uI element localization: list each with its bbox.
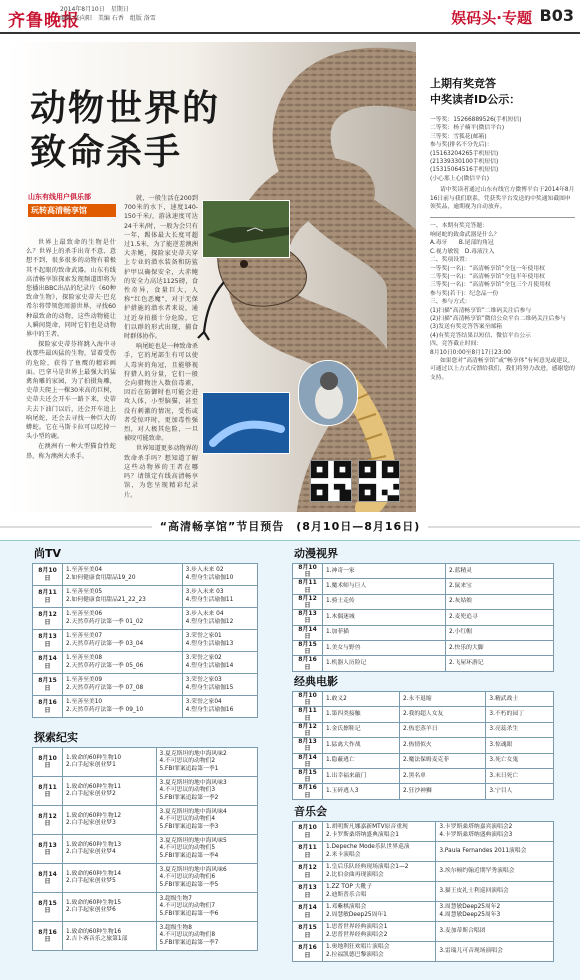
schedule-row <box>33 864 258 893</box>
winner-line: 二等奖：杨子楠平(微信平台) <box>430 125 505 132</box>
schedule-row <box>33 696 258 718</box>
schedule-program: 1.思普世界经典演唱会1 2.思普世界经典演唱会2 <box>323 922 436 942</box>
schedule-program: 1.致命的60种生物14 2.白手起家创业梦5 <box>63 864 157 893</box>
schedule-date: 8月13日 <box>293 610 323 625</box>
schedule-program: 2.飞屋环游记 <box>446 656 554 671</box>
schedule-row <box>293 753 554 768</box>
schedule-date: 8月11日 <box>33 777 63 806</box>
brand-tag <box>28 192 116 217</box>
schedule-date: 8月15日 <box>33 893 63 922</box>
quiz-line: (2)扫描“高清畅享馆”微信公众平台二维码关注后参与 <box>430 315 566 322</box>
schedule-date: 8月12日 <box>293 862 323 882</box>
category-tansuo: 探索纪实 <box>34 731 78 744</box>
quiz-line: A.毒牙 B.尾部的角冠 <box>430 240 494 247</box>
schedule-program: 2.狂沙神狮 <box>400 784 486 799</box>
schedule-row <box>293 610 554 625</box>
quiz-line: (1)扫描“高清畅享馆”二维码关注后参与 <box>430 307 532 314</box>
schedule-date: 8月12日 <box>293 594 323 609</box>
quiz-line: 三等奖(一名)：“高清畅享馆”全包三个月使用权 <box>430 282 551 289</box>
schedule-program: 3.夏克斯坦的地中海风味6 4.不可思议的动物们6 5.FBI罪案追踪第一季5 <box>156 864 257 893</box>
category-dongman: 动漫视界 <box>294 547 338 560</box>
schedule-row <box>293 922 554 942</box>
schedule-program: 2.蓝精灵 <box>446 564 554 579</box>
schedule-program: 3.麦加蒂斯合唱团 <box>436 922 554 942</box>
quiz-line: 响尾蛇的致命武器是什么？ <box>430 231 500 238</box>
schedule-date: 8月15日 <box>293 922 323 942</box>
table-yinyue <box>292 821 554 962</box>
schedule-program: 2.小红帽 <box>446 625 554 640</box>
schedule-program: 1.魔术师与巨人 <box>323 579 446 594</box>
schedule-program: 3.荣誉之家03 4.塑身生活瑜伽15 <box>182 674 257 696</box>
schedule-program: 1.ZZ TOP 大靴子 2.迪斯普乐合唱 <box>323 882 436 902</box>
schedule-program: 1.致命的60种生物12 2.白手起家创业梦3 <box>63 806 157 835</box>
date-line: 2014年8月10日 星期日 <box>60 6 129 13</box>
quiz-line: 三、参与方式： <box>430 299 471 306</box>
schedule-program: 1.至善至美09 2.天然草药疗法第一季 07_08 <box>63 674 183 696</box>
quiz-line: 如果您对“高清畅享馆”或“畅享体”有何意见或建议，可通过以上方式反馈给我们，我们将努力改进，感谢您的支持。 <box>430 357 575 381</box>
schedule-program: 1.金氏擦鞋记 <box>323 722 400 737</box>
schedule-program: 1.胡明斯凡娜嘉新MTV原音重现 2.卡罗斯桑塔纳盛典演唱会1 <box>323 822 436 842</box>
schedule-program: 2.永不退缩 <box>400 692 486 707</box>
schedule-date: 8月10日 <box>293 564 323 579</box>
schedule-program: 2.黑名单 <box>400 769 486 784</box>
schedule-program: 1.至善至美08 2.天然草药疗法第一季 05_06 <box>63 652 183 674</box>
schedule-date: 8月14日 <box>293 625 323 640</box>
schedule-date: 8月11日 <box>293 842 323 862</box>
schedule-program: 2.热情似火 <box>400 738 486 753</box>
winner-line: 参与奖(排名不分先后)： <box>430 142 493 149</box>
schedule-date: 8月10日 <box>293 822 323 842</box>
schedule-program: 3.周慧敏Deep25周年2 4.周慧敏Deep25周年3 <box>436 902 554 922</box>
schedule-program: 3.步入未来 04 4.塑身生活瑜伽12 <box>182 608 257 630</box>
schedule-date: 8月14日 <box>33 652 63 674</box>
schedule-row <box>293 564 554 579</box>
divider <box>430 217 575 218</box>
schedule-row <box>33 835 258 864</box>
title-line-1: 动物世界的 <box>30 88 221 129</box>
winner-note: 请中奖读者通过山东有线官方微博平台于2014年8月16日前与我们联系，凭获奖平台发送的中奖通知截图申领奖品，逾期视为自动放弃。 <box>430 187 575 211</box>
quiz-line: 二、奖项设置： <box>430 257 471 264</box>
schedule-program: 2.快乐的大脚 <box>446 641 554 656</box>
editors-line: 编辑 张向阳 美编 石香 组版 洛雪 <box>60 15 156 22</box>
schedule-date: 8月13日 <box>33 630 63 652</box>
schedule-program: 1.木偶迷城 <box>323 610 446 625</box>
schedule-row <box>33 608 258 630</box>
schedule-date: 8月12日 <box>293 722 323 737</box>
schedule-program: 1.第四类接触 <box>323 707 400 722</box>
schedule-program: 3.夏克斯坦的地中海风味2 4.不可思议的动物们2 5.FBI罪案追踪第一季1 <box>156 748 257 777</box>
schedule-date: 8月16日 <box>293 784 323 799</box>
schedule-program: 1.邓紫棋演唱会 2.周慧敏Deep25周年1 <box>323 902 436 922</box>
schedule-row <box>33 893 258 922</box>
schedule-program: 2.鼠来宝 <box>446 579 554 594</box>
page-number: B03 <box>539 6 574 25</box>
schedule-program: 3.步入未来 02 4.塑身生活瑜伽10 <box>182 564 257 586</box>
schedule-row <box>33 806 258 835</box>
schedule-date: 8月11日 <box>33 586 63 608</box>
schedule-program: 3.夏克斯坦的地中海风味3 4.不可思议的动物们3 5.FBI罪案追踪第一季2 <box>156 777 257 806</box>
schedule-row <box>293 722 554 737</box>
schedule-date: 8月14日 <box>33 864 63 893</box>
article-column-2 <box>124 194 198 504</box>
schedule-program: 1.隐蔽逃亡 <box>323 753 400 768</box>
category-yinyue: 音乐会 <box>294 805 327 818</box>
quiz-heading-2: 中奖读者ID公示： <box>430 93 521 106</box>
quiz-line: C.视力敏锐 D.毒液注入 <box>430 248 495 255</box>
winner-line: (15163204265手机短信) <box>430 150 499 157</box>
winner-line: 三等奖：雪狐花(邮箱) <box>430 133 487 140</box>
section-name: 娱码头·专题 <box>451 9 532 27</box>
schedule-row <box>33 748 258 777</box>
schedule-date: 8月16日 <box>293 656 323 671</box>
bird-inset <box>298 360 358 426</box>
schedule-program: 1.致命的60种生物13 2.白手起家创业梦4 <box>63 835 157 864</box>
schedule-program: 1.猛禽大作战 <box>323 738 400 753</box>
category-shang-tv: 尚TV <box>34 547 62 560</box>
schedule-program: 3.荣誉之家04 4.塑身生活瑜伽16 <box>182 696 257 718</box>
schedule-program: 2.魔法保姆麦克菲 <box>400 753 486 768</box>
header-meta <box>60 5 156 23</box>
schedule-program: 3.埃尔顿约翰近期罕秀演唱会 <box>436 862 554 882</box>
schedule-date: 8月10日 <box>293 692 323 707</box>
schedule-program: 1.至善至美07 2.天然草药疗法第一季 03_04 <box>63 630 183 652</box>
schedule-program: 1.至善至美10 2.天然草药疗法第一季 09_10 <box>63 696 183 718</box>
schedule-date: 8月15日 <box>33 674 63 696</box>
quiz-line: 一、本期有奖竞答题： <box>430 223 488 230</box>
schedule-program: 1.奥地利狂欢唱片演唱会 2.拉福凯德巴黎演唱会 <box>323 942 436 962</box>
schedule-row <box>33 674 258 696</box>
schedule-program: 1.皇后乐队经典现场演唱会1—2 2.比伯金曲再现演唱会 <box>323 862 436 882</box>
schedule-program: 1.加菲猫 <box>323 625 446 640</box>
schedule-program: 3.卡罗斯桑塔纳嘉宾演唱会2 4.卡罗斯桑塔纳盛典演唱会3 <box>436 822 554 842</box>
article-column-1 <box>26 238 116 503</box>
schedule-program: 1.敢义2 <box>323 692 400 707</box>
schedule-program: 3.荣誉之家01 4.塑身生活瑜伽13 <box>182 630 257 652</box>
col1-para-3: 在澳洲有一种大型猫食性蛇鼻，称为澳洲大杀手。 <box>26 443 116 460</box>
schedule-program: 1.致命的60种生物16 2.吉卜赛音乐之旅第1部 <box>63 922 157 951</box>
qr-code-left[interactable] <box>310 460 352 502</box>
schedule-program: 3.精武战士 <box>486 692 554 707</box>
schedule-date: 8月12日 <box>33 806 63 835</box>
schedule-program: 3.死亡女鬼 <box>486 753 554 768</box>
schedule-row <box>33 630 258 652</box>
schedule-row <box>293 882 554 902</box>
col2-para-2: 响尾蛇也是一种致命杀手，它的尾部生有可以使人毒害的角冠，且能够视狩猎人的分量，它们一般会向猎物注入数倍毒素，因后在防御时也可能会进攻人体，小型脑猫，甚至没有刺激的情况，受伤或者受惊吓时，更加毒性强烈，对人极其危险，一旦被咬可能致命。 <box>124 343 198 443</box>
schedule-program: 3.不朽的园丁 <box>486 707 554 722</box>
schedule-date: 8月13日 <box>293 738 323 753</box>
schedule-date: 8月13日 <box>293 882 323 902</box>
newspaper-logo: 齐鲁晚报 <box>8 11 80 31</box>
schedule-program: 1.至善至美04 2.如何健康食用甜品19_20 <box>63 564 183 586</box>
schedule-program: 1.至善至美06 2.天然草药疗法第一季 01_02 <box>63 608 183 630</box>
schedule-row <box>33 652 258 674</box>
article-title <box>30 87 220 175</box>
schedule-program: 2.灰姑娘 <box>446 594 554 609</box>
schedule-program: 1.玉碎逃人3 <box>323 784 400 799</box>
schedule-program: 1.神奇一家 <box>323 564 446 579</box>
quiz-heading <box>430 76 575 108</box>
brand-channel: 玩转高清畅享馆 <box>28 204 116 217</box>
quiz-line: 8月10日0:00至8月17日23:00 <box>430 349 511 356</box>
col2-para-3: 世界知道更多动物界的致命杀手吗？想知道了解这些动物界的王者在哪吗？请锁定有线高清畅享馆，为您呈现精彩纪录片。 <box>124 445 198 499</box>
schedule-row <box>33 586 258 608</box>
schedule-row <box>293 842 554 862</box>
schedule-row <box>293 862 554 882</box>
schedule-program: 3.步入未来 03 4.塑身生活瑜伽11 <box>182 586 257 608</box>
schedule-row <box>293 625 554 640</box>
schedule-program: 1.至善至美05 2.如何健康食用甜品21_22_23 <box>63 586 183 608</box>
schedule-row <box>293 769 554 784</box>
schedule-row <box>293 707 554 722</box>
title-line-2: 致命杀手 <box>30 132 183 173</box>
schedule-program: 3.夏克斯坦的地中海风味4 4.不可思议的动物们4 5.FBI罪案追踪第一季3 <box>156 806 257 835</box>
schedule-row <box>33 564 258 586</box>
schedule-program: 3.末日死亡 <box>486 769 554 784</box>
brand-club: 山东有线用户俱乐部 <box>28 193 91 201</box>
col1-para-1: 世界上最致命的生物是什么？世界上的杀手出奇不意、意想不到，很多很多的动物有着极其不起眼的致命武器。山东有线高清畅享馆探索发现频道即将为您播出BBC出品的纪录片《60种致命生物》，探险家史蒂夫·巴克希尔将带领您周游世界，寻找60种最致命的动物，这些动物能让人瞬间毙命，同时它们也是动物界中的王者。 <box>26 239 116 339</box>
quiz-column <box>430 76 575 382</box>
schedule-row <box>293 784 554 799</box>
winner-line: (15315064516手机短信) <box>430 167 499 174</box>
schedule-heading: “高清畅享馆”节目预告 (8月10日—8月16日) <box>152 520 428 533</box>
quiz-rules <box>430 222 575 382</box>
feature-article <box>6 42 416 512</box>
page-header <box>0 0 580 34</box>
quiz-heading-1: 上期有奖竞答 <box>430 77 496 90</box>
schedule-program: 1.Depeche Mode乐队世界巡演 2.米卡演唱会 <box>323 842 436 862</box>
quiz-line: 一等奖(一名)：“高清畅享馆”全包一年使用权 <box>430 265 545 272</box>
schedule-date: 8月13日 <box>33 835 63 864</box>
schedule-date: 8月16日 <box>33 922 63 951</box>
table-shang-tv <box>32 563 258 718</box>
schedule-program: 3.超级生物8 4.不可思议的动物们8 5.FBI罪案追踪第一季7 <box>156 922 257 951</box>
schedule-row <box>293 641 554 656</box>
table-tansuo <box>32 747 258 951</box>
schedule-program: 1.出幸福来敲门 <box>323 769 400 784</box>
schedule-row <box>293 942 554 962</box>
schedule-program: 1.致命的60种生物15 2.白手起家创业梦6 <box>63 893 157 922</box>
schedule-row <box>293 902 554 922</box>
quiz-line: 二等奖(一名)：“高清畅享馆”全包半年使用权 <box>430 273 545 280</box>
hand-inset <box>202 392 290 454</box>
schedule-program: 3.夏克斯坦的地中海风味5 4.不可思议的动物们5 5.FBI罪案追踪第一季4 <box>156 835 257 864</box>
winner-line: (小心那上心(微信平台) <box>430 175 489 182</box>
schedule-date: 8月16日 <box>33 696 63 718</box>
table-dongman <box>292 563 554 672</box>
schedule-program: 3.超级生物7 4.不可思议的动物们7 5.FBI罪案追踪第一季6 <box>156 893 257 922</box>
schedule-banner <box>0 514 580 540</box>
col1-para-2: 探险家史蒂芬将跳入海中寻找那些最凶猛的生物，冒着受伤的危险，获得了鱼鹰的精彩画面。巴拿马是世界上最强大的猛禽角雕的家园，为了拍摄角雕，史蒂夫爬上一棵30米高的巨树，史蒂夫还会开车一路下来，史蒂夫去下油门以后，还会开车追上响尾蛇，还会去寻找一种巨大的蟒蛇。它在马斯卡拉可以吃掉一头小型的鹿。 <box>26 341 116 441</box>
crocodile-inset <box>202 200 290 258</box>
quiz-line: (4)有奖竞答结果以短信、微信平台公示 <box>430 332 531 339</box>
schedule-date: 8月14日 <box>293 753 323 768</box>
schedule-row <box>293 594 554 609</box>
schedule-date: 8月15日 <box>293 769 323 784</box>
schedule-program: 3.雷瑞儿可音现场演唱会 <box>436 942 554 962</box>
winner-line: 一等奖：15266889526(手机短信) <box>430 117 522 123</box>
schedule-program: 3.Paula Fernandes 2011演唱会 <box>436 842 554 862</box>
schedule-program: 3.猫王皮礼士利巡回演唱会 <box>436 882 554 902</box>
schedule-row <box>293 579 554 594</box>
schedule-row <box>293 656 554 671</box>
schedule-program: 2.麦兜追寻 <box>446 610 554 625</box>
schedule-program: 1.骑士走传 <box>323 594 446 609</box>
schedule-date: 8月12日 <box>33 608 63 630</box>
schedule-row <box>293 738 554 753</box>
schedule-program: 2.我的超人女友 <box>400 707 486 722</box>
schedule-row <box>33 922 258 951</box>
schedule-row <box>33 777 258 806</box>
schedule-date: 8月10日 <box>33 564 63 586</box>
winner-list <box>430 116 575 211</box>
schedule-date: 8月16日 <box>293 942 323 962</box>
schedule-program: 1.美女与野兽 <box>323 641 446 656</box>
winner-line: (21339330100手机短信) <box>430 159 499 166</box>
schedule-grid <box>0 540 580 980</box>
schedule-row <box>293 822 554 842</box>
schedule-date: 8月14日 <box>293 902 323 922</box>
quiz-line: 参与奖(若干)：纪念品一份 <box>430 290 499 297</box>
schedule-program: 3.荣誉之家02 4.塑身生活瑜伽14 <box>182 652 257 674</box>
schedule-date: 8月15日 <box>293 641 323 656</box>
schedule-program: 3.惊魂眼 <box>486 738 554 753</box>
quiz-line: 四、竞答截止时间： <box>430 341 483 348</box>
schedule-program: 1.致命的60种生物10 2.白手起家创业梦1 <box>63 748 157 777</box>
schedule-program: 1.致命的60种生物11 2.白手起家创业梦2 <box>63 777 157 806</box>
category-dianying: 经典电影 <box>294 675 338 688</box>
schedule-program: 3.宁目人 <box>486 784 554 799</box>
schedule-program: 3.亮蕊杀生 <box>486 722 554 737</box>
schedule-row <box>293 692 554 707</box>
schedule-date: 8月11日 <box>293 579 323 594</box>
col2-para-1: 就，一般生活在200到700米的水下，速度140-150千米/，游泳速度可达24千米/时，一般为会只有一年，踢体最大长度可超过1.5米，为了能逆差澳洲大赤鲍，探险家史蒂夫穿上专业的潜水装备和防鲨护甲以确保安全，大赤鲍的安全力高达1125磅，食性奇异，食量巨大，人称“红色恶魔”，对于无保护措施的潜水者来说，通过近身拍摄十分危险，它们以群的形式出现，捕食时群体协作。 <box>124 195 198 341</box>
schedule-program: 1.机器人历险记 <box>323 656 446 671</box>
qr-code-right[interactable] <box>358 460 400 502</box>
quiz-line: (3)发送有奖竞答答案至邮箱 <box>430 324 502 331</box>
schedule-date: 8月10日 <box>33 748 63 777</box>
schedule-program: 2.热恋蒸羊日 <box>400 722 486 737</box>
table-dianying <box>292 691 554 800</box>
schedule-date: 8月11日 <box>293 707 323 722</box>
